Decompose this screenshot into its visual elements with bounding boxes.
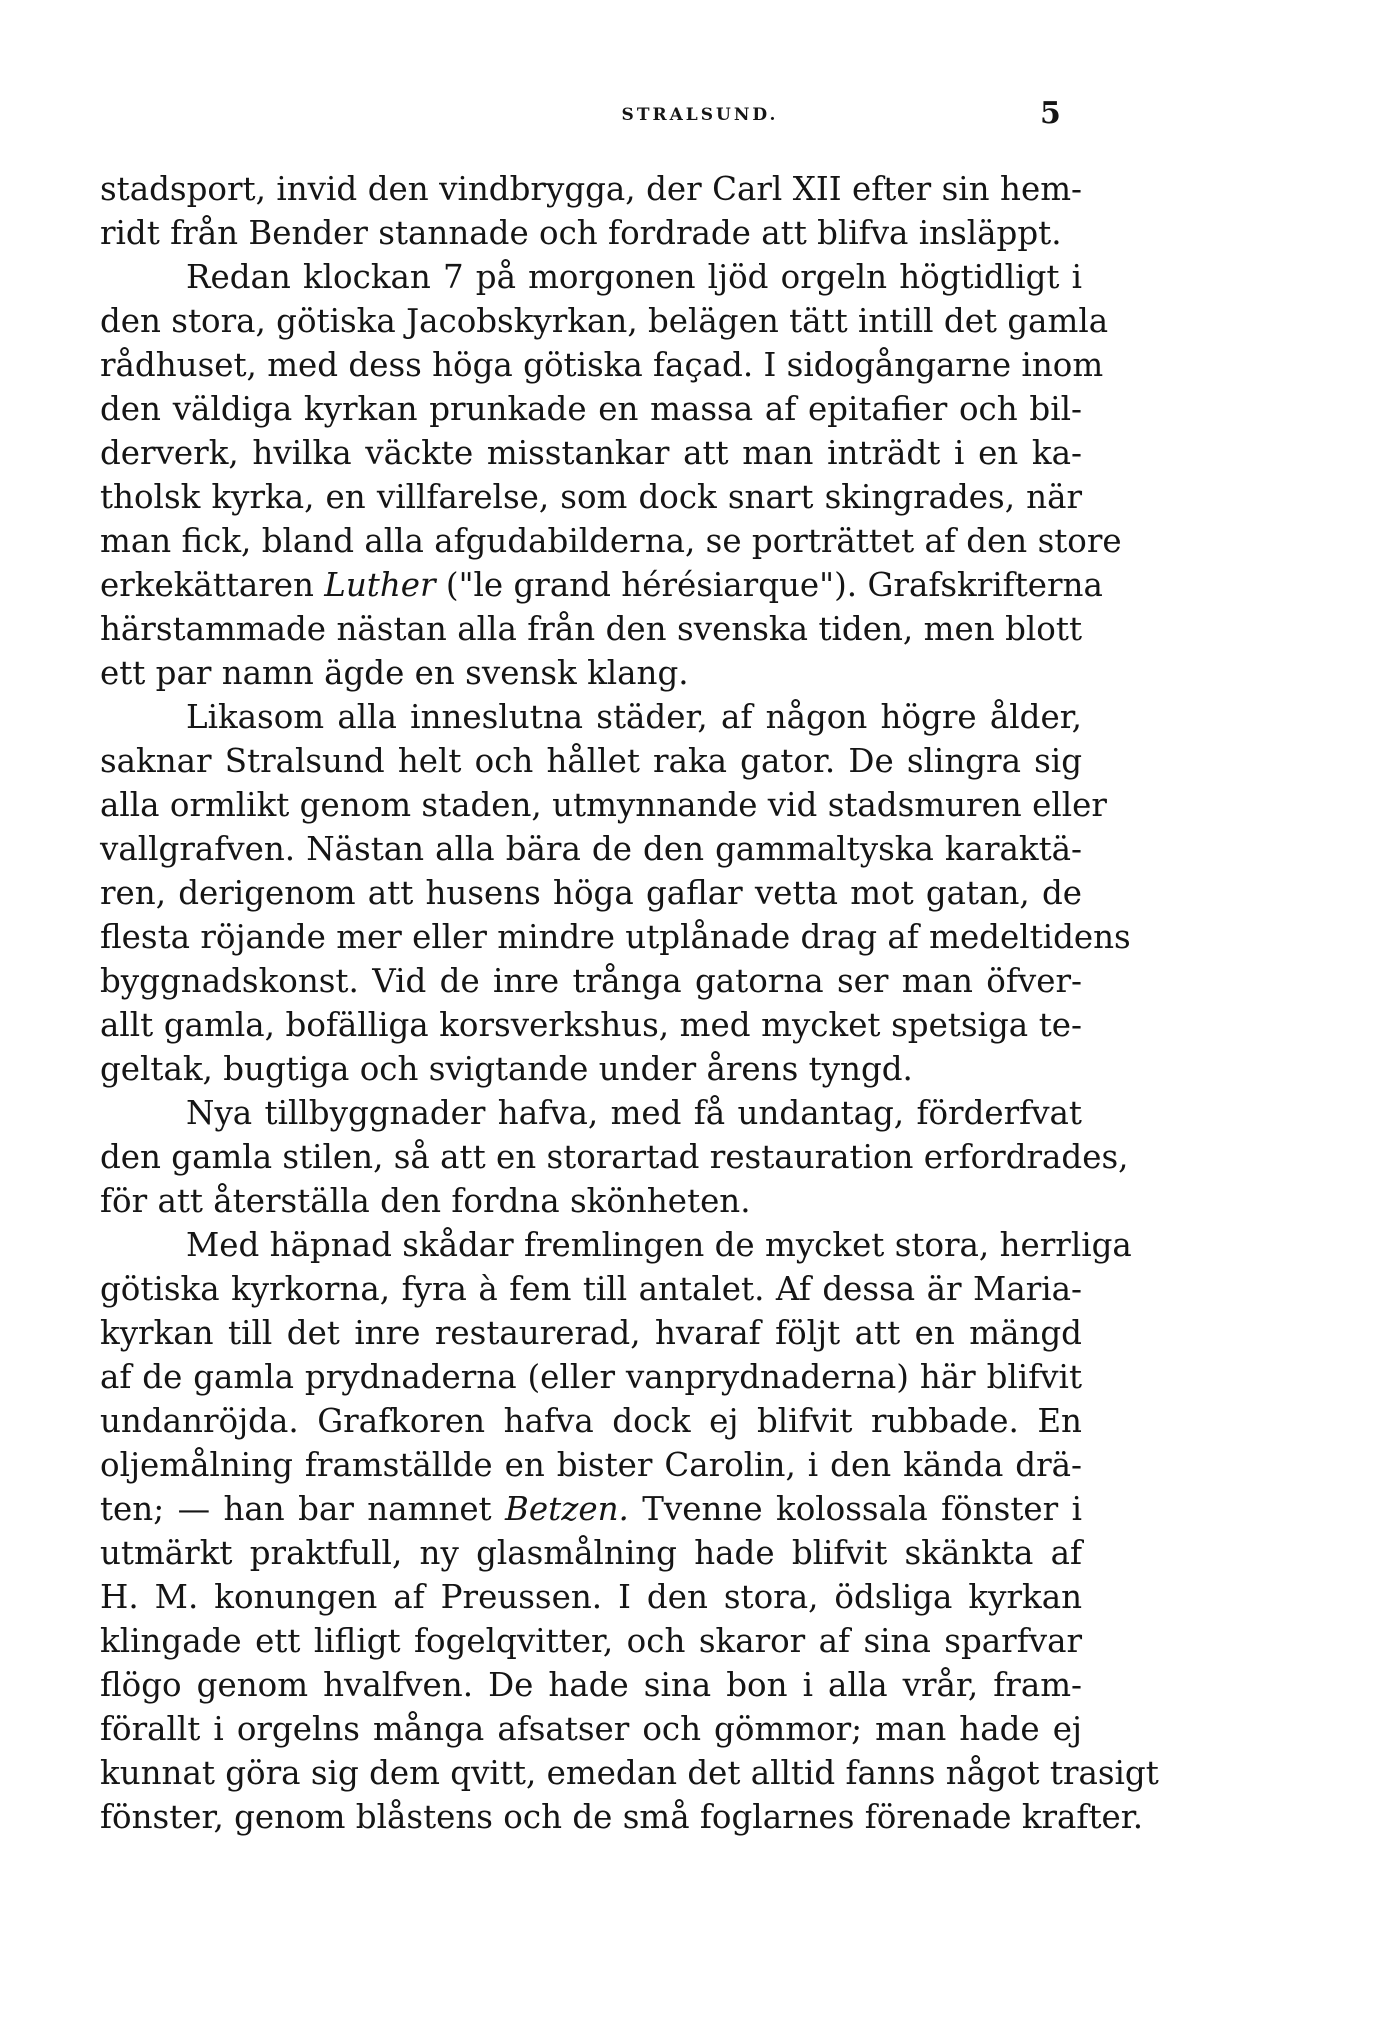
text-line	[100, 562, 1103, 608]
text-line: Redan klockan 7 på morgonen ljöd orgeln högtidligt i	[186, 258, 1082, 296]
text-line: för att återställa den fordna skönheten.	[100, 1182, 751, 1220]
text-line: fönster, genom blåstens och de små foglarnes förenade krafter.	[100, 1798, 1144, 1836]
text-line: utmärkt praktfull, ny glasmålning hade blifvit skänkta af	[100, 1534, 1082, 1572]
text-line: H. M. konungen af Preussen. I den stora, ödsliga kyrkan	[100, 1578, 1082, 1616]
text-line: Nya tillbyggnader hafva, med få undantag, förderfvat	[186, 1094, 1082, 1132]
text-line: ett par namn ägde en svensk klang.	[100, 654, 689, 692]
text-line: tholsk kyrka, en villfarelse, som dock snart skingrades, när	[100, 478, 1082, 516]
text-line: kyrkan till det inre restaurerad, hvaraf följt att en mängd	[100, 1314, 1082, 1352]
text-line: undanröjda. Grafkoren hafva dock ej blifvit rubbade. En	[100, 1402, 1082, 1440]
text-line: den väldiga kyrkan prunkade en massa af epitafier och bil-	[100, 390, 1082, 428]
text-line: derverk, hvilka väckte misstankar att man inträdt i en ka-	[100, 434, 1082, 472]
text-line: härstammade nästan alla från den svenska tiden, men blott	[100, 610, 1082, 648]
text-line: saknar Stralsund helt och hållet raka gator. De slingra sig	[100, 742, 1082, 780]
text-line: af de gamla prydnaderna (eller vanprydnaderna) här blifvit	[100, 1358, 1082, 1396]
text-segment: ("le grand hérésiarque"). Grafskrifterna	[435, 566, 1103, 604]
text-line: vallgrafven. Nästan alla bära de den gammaltyska karaktä-	[100, 830, 1082, 868]
text-segment: Tvenne kolossala fönster i	[628, 1490, 1082, 1528]
text-line: ren, derigenom att husens höga gaflar vetta mot gatan, de	[100, 874, 1082, 912]
text-line: oljemålning framställde en bister Carolin, i den kända drä-	[100, 1446, 1082, 1484]
text-line: geltak, bugtiga och svigtande under årens tyngd.	[100, 1050, 913, 1088]
text-line: rådhuset, med dess höga götiska façad. I sidogångarne inom	[100, 346, 1104, 384]
text-line: Likasom alla inneslutna städer, af någon högre ålder,	[186, 698, 1082, 736]
page-number: 5	[1040, 96, 1061, 131]
text-line: byggnadskonst. Vid de inre trånga gatorna ser man öfver-	[100, 962, 1082, 1000]
text-line: kunnat göra sig dem qvitt, emedan det alltid fanns något trasigt	[100, 1754, 1159, 1792]
text-line: Med häpnad skådar fremlingen de mycket stora, herrliga	[186, 1226, 1132, 1264]
italic-name: Luther	[324, 566, 436, 604]
text-line: flögo genom hvalfven. De hade sina bon i alla vrår, fram-	[100, 1666, 1082, 1704]
text-line: förallt i orgelns många afsatser och gömmor; man hade ej	[100, 1710, 1082, 1748]
text-line: allt gamla, bofälliga korsverkshus, med mycket spetsiga te-	[100, 1006, 1082, 1044]
italic-name: Betzen.	[505, 1490, 629, 1528]
text-line: ridt från Bender stannade och fordrade att blifva insläppt.	[100, 214, 1062, 252]
text-line: stadsport, invid den vindbrygga, der Carl XII efter sin hem-	[100, 170, 1082, 208]
text-line	[100, 1486, 1082, 1532]
text-segment: erkekättaren	[100, 566, 325, 604]
text-line: den gamla stilen, så att en storartad restauration erfordrades,	[100, 1138, 1129, 1176]
text-line: man fick, bland alla afgudabilderna, se porträttet af den store	[100, 522, 1122, 560]
text-line: götiska kyrkorna, fyra à fem till antalet. Af dessa är Maria-	[100, 1270, 1082, 1308]
text-line: klingade ett lifligt fogelqvitter, och skaror af sina sparfvar	[100, 1622, 1082, 1660]
running-title: STRALSUND.	[621, 105, 779, 125]
text-line: flesta röjande mer eller mindre utplånade drag af medeltidens	[100, 918, 1131, 956]
text-line: alla ormlikt genom staden, utmynnande vid stadsmuren eller	[100, 786, 1107, 824]
text-segment: ten; — han bar namnet	[100, 1490, 506, 1528]
text-line: den stora, götiska Jacobskyrkan, belägen tätt intill det gamla	[100, 302, 1109, 340]
